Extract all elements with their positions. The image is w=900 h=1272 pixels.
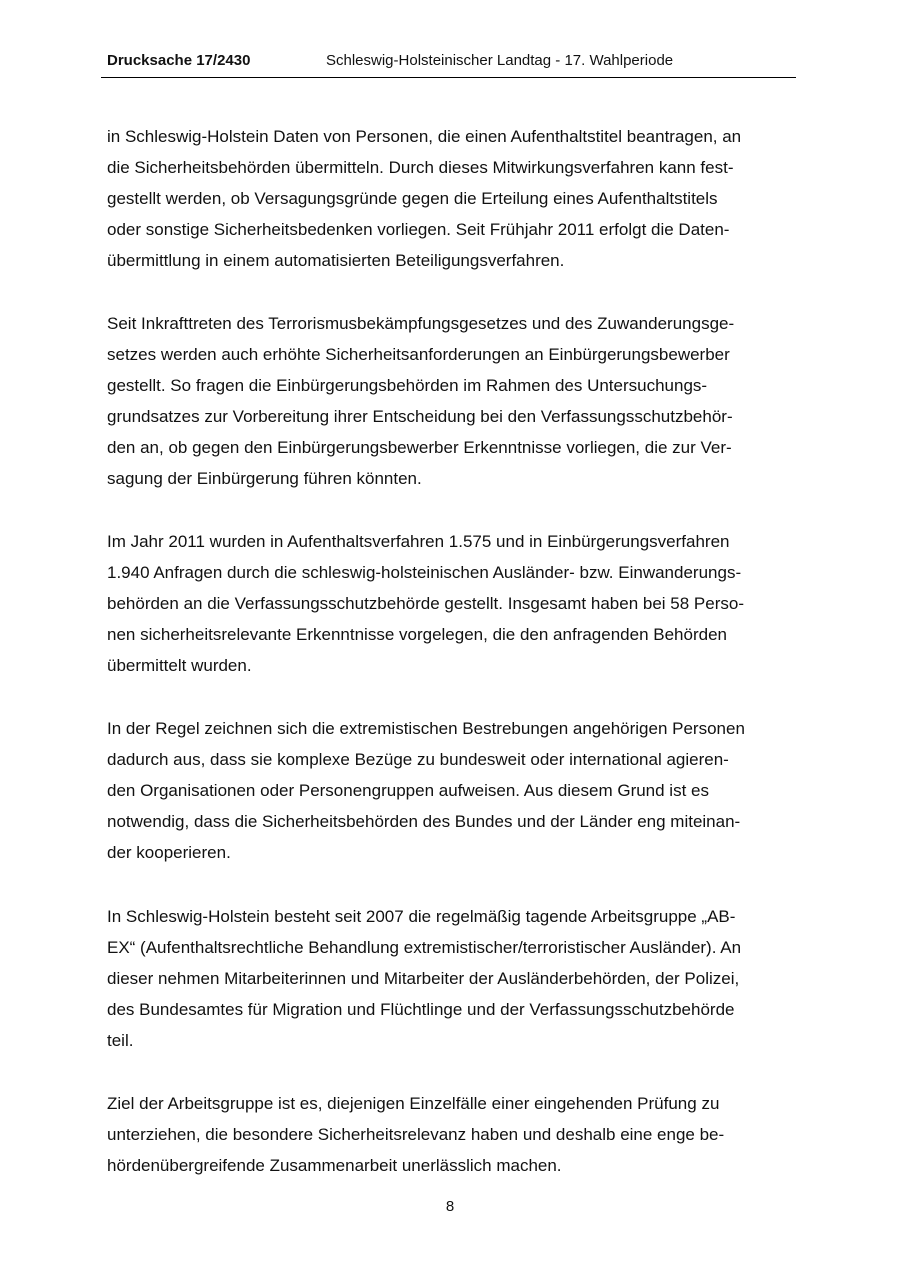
text-line: den an, ob gegen den Einbürgerungsbewerber Erkenntnisse vorliegen, die zur Ver-: [107, 438, 732, 457]
text-line: übermittelt wurden.: [107, 656, 252, 675]
text-line: In Schleswig-Holstein besteht seit 2007 die regelmäßig tagende Arbeitsgruppe „AB-: [107, 907, 736, 926]
parliament-title: Schleswig-Holsteinischer Landtag - 17. Wahlperiode: [326, 52, 674, 69]
text-line: notwendig, dass die Sicherheitsbehörden des Bundes und der Länder eng miteinan-: [107, 812, 741, 831]
text-line: unterziehen, die besondere Sicherheitsrelevanz haben und deshalb eine enge be-: [107, 1125, 725, 1144]
text-line: setzes werden auch erhöhte Sicherheitsanforderungen an Einbürgerungsbewerber: [107, 345, 730, 364]
text-line: dadurch aus, dass sie komplexe Bezüge zu bundesweit oder international agieren-: [107, 750, 729, 769]
text-line: in Schleswig-Holstein Daten von Personen, die einen Aufenthaltstitel beantragen, an: [107, 127, 742, 146]
text-line: des Bundesamtes für Migration und Flüchtlinge und der Verfassungsschutzbehörde: [107, 1000, 735, 1019]
text-line: den Organisationen oder Personengruppen aufweisen. Aus diesem Grund ist es: [107, 781, 709, 800]
text-line: übermittlung in einem automatisierten Beteiligungsverfahren.: [107, 251, 565, 270]
text-line: Im Jahr 2011 wurden in Aufenthaltsverfahren 1.575 und in Einbürgerungsverfahren: [107, 532, 730, 551]
text-line: In der Regel zeichnen sich die extremistischen Bestrebungen angehörigen Personen: [107, 719, 745, 738]
text-line: teil.: [107, 1031, 134, 1050]
page-header: [101, 52, 796, 78]
text-line: oder sonstige Sicherheitsbedenken vorliegen. Seit Frühjahr 2011 erfolgt die Daten-: [107, 220, 730, 239]
text-line: Seit Inkrafttreten des Terrorismusbekämpfungsgesetzes und des Zuwanderungsge-: [107, 314, 735, 333]
text-line: behörden an die Verfassungsschutzbehörde gestellt. Insgesamt haben bei 58 Perso-: [107, 594, 744, 613]
text-line: EX“ (Aufenthaltsrechtliche Behandlung extremistischer/terroristischer Ausländer). An: [107, 938, 742, 957]
text-line: dieser nehmen Mitarbeiterinnen und Mitarbeiter der Ausländerbehörden, der Polizei,: [107, 969, 740, 988]
text-line: gestellt. So fragen die Einbürgerungsbehörden im Rahmen des Untersuchungs-: [107, 376, 708, 395]
text-line: sagung der Einbürgerung führen könnten.: [107, 469, 422, 488]
text-line: gestellt werden, ob Versagungsgründe gegen die Erteilung eines Aufenthaltstitels: [107, 189, 718, 208]
text-line: grundsatzes zur Vorbereitung ihrer Entscheidung bei den Verfassungsschutzbehör-: [107, 407, 733, 426]
page-number: 8: [445, 1198, 455, 1215]
text-line: die Sicherheitsbehörden übermitteln. Durch dieses Mitwirkungsverfahren kann fest-: [107, 158, 734, 177]
text-line: Ziel der Arbeitsgruppe ist es, diejenigen Einzelfälle einer eingehenden Prüfung zu: [107, 1094, 720, 1113]
text-line: hördenübergreifende Zusammenarbeit unerlässlich machen.: [107, 1156, 562, 1175]
text-line: der kooperieren.: [107, 843, 231, 862]
text-line: 1.940 Anfragen durch die schleswig-holsteinischen Ausländer- bzw. Einwanderungs-: [107, 563, 742, 582]
document-number: Drucksache 17/2430: [107, 52, 251, 69]
text-line: nen sicherheitsrelevante Erkenntnisse vorgelegen, die den anfragenden Behörden: [107, 625, 727, 644]
